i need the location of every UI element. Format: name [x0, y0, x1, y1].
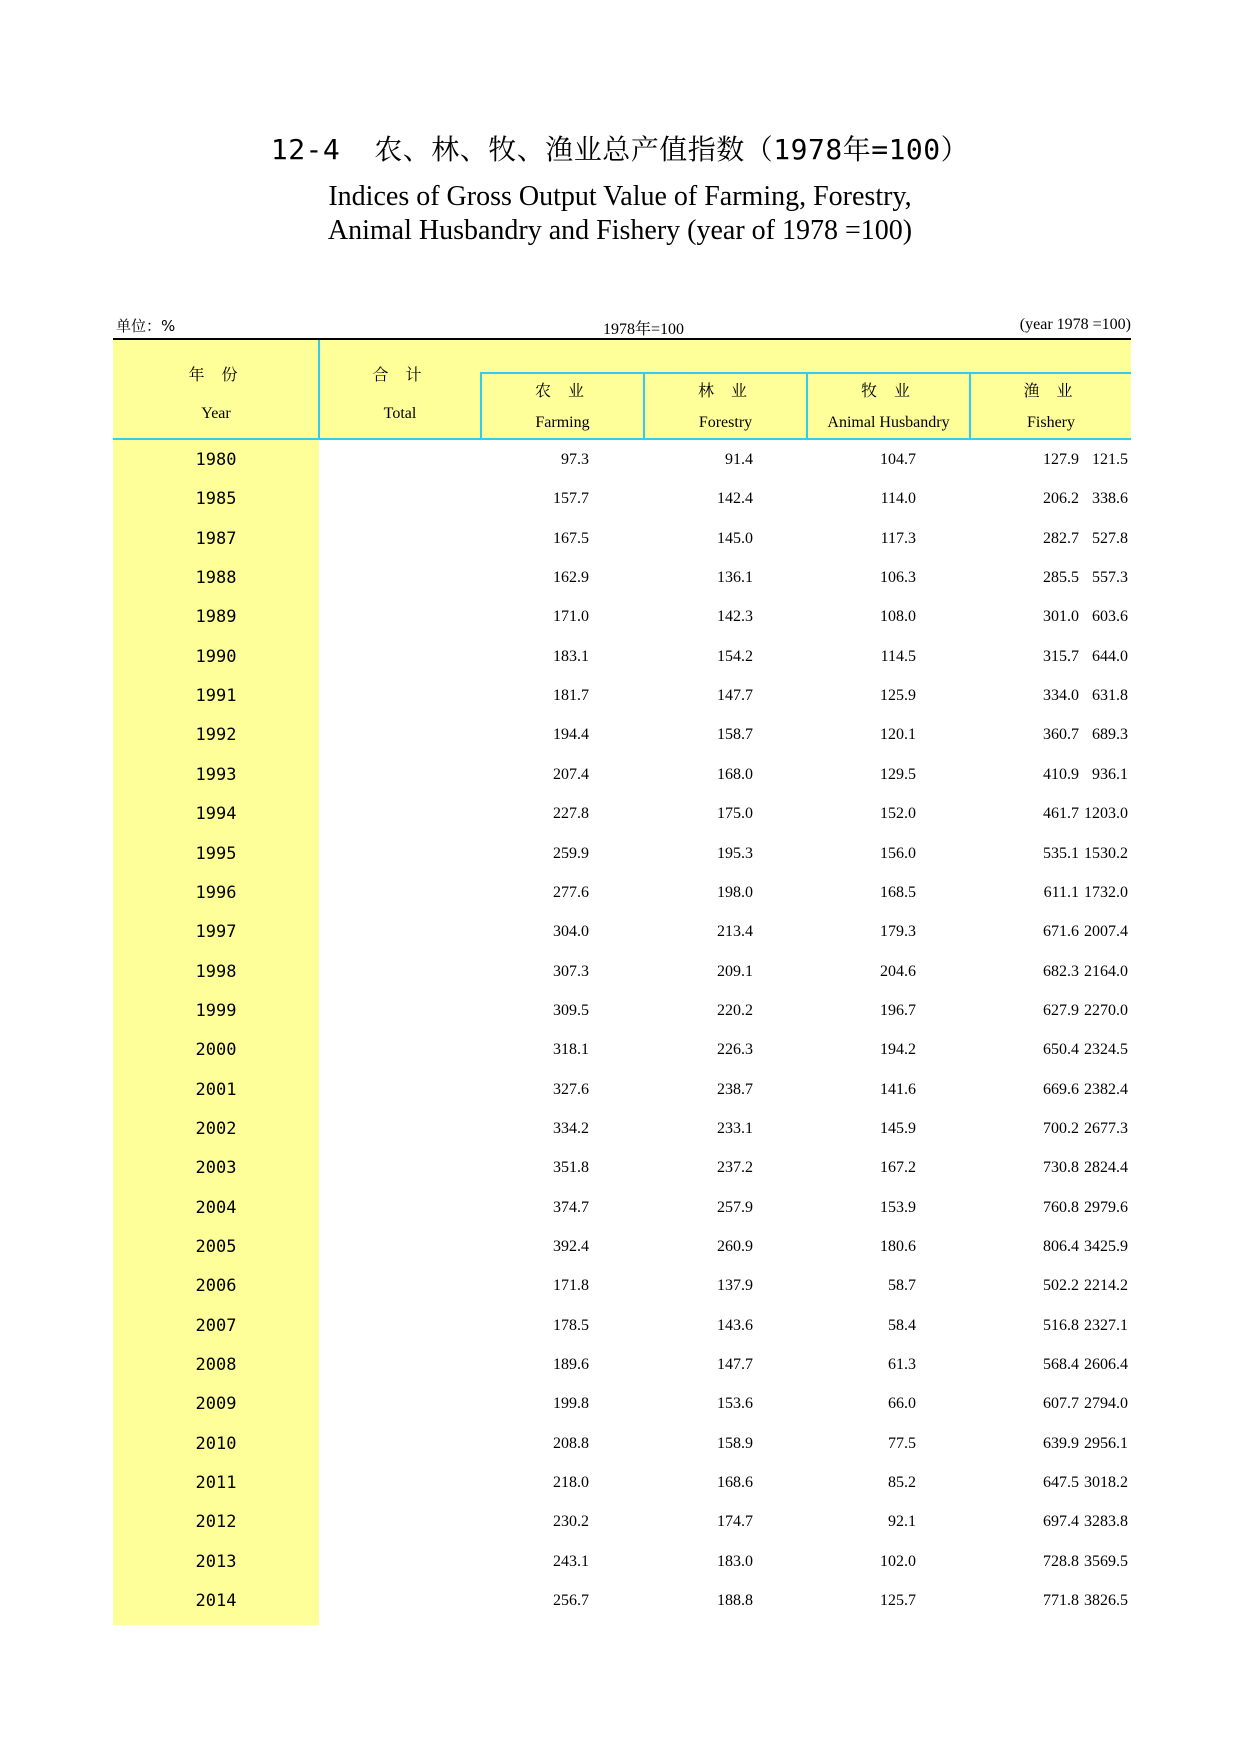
- animal-cell: 568.4: [1043, 1356, 1079, 1374]
- animal-cell: 285.5: [1043, 569, 1079, 587]
- forestry-cell: 145.9: [880, 1119, 916, 1137]
- fishery-cell: 2794.0: [1084, 1395, 1128, 1413]
- farming-cell: 220.2: [717, 1001, 753, 1019]
- animal-cell: 627.9: [1043, 1001, 1079, 1019]
- forestry-cell: 61.3: [888, 1356, 916, 1374]
- forestry-cell: 58.4: [888, 1316, 916, 1334]
- year-cell: 1988: [195, 568, 237, 589]
- forestry-cell: 167.2: [880, 1159, 916, 1177]
- table-row: [113, 1581, 1131, 1620]
- header-forestry-en: Forestry: [698, 414, 753, 431]
- animal-cell: 301.0: [1043, 608, 1079, 626]
- animal-cell: 461.7: [1043, 805, 1079, 823]
- table-row: [113, 558, 1131, 597]
- table-row: [113, 637, 1131, 676]
- year-cell: 2003: [195, 1158, 237, 1179]
- fishery-cell: 2270.0: [1084, 1001, 1128, 1019]
- fishery-cell: 1530.2: [1084, 844, 1128, 862]
- farming-cell: 195.3: [717, 844, 753, 862]
- animal-cell: 535.1: [1043, 844, 1079, 862]
- title-english-line2: Animal Husbandry and Fishery (year of 1978 =100): [327, 215, 913, 246]
- table-row: [113, 1502, 1131, 1541]
- table-row: [113, 1266, 1131, 1305]
- year-cell: 1999: [195, 1000, 237, 1021]
- table-row: [113, 1542, 1131, 1581]
- fishery-cell: 527.8: [1092, 529, 1128, 547]
- animal-cell: 669.6: [1043, 1080, 1079, 1098]
- fishery-cell: 2677.3: [1084, 1119, 1128, 1137]
- fishery-cell: 3425.9: [1084, 1238, 1128, 1255]
- header-farming-cn: 农 业: [534, 381, 591, 400]
- farming-cell: 188.8: [717, 1592, 753, 1610]
- total-cell: 183.1: [553, 647, 589, 665]
- animal-cell: 771.8: [1043, 1592, 1079, 1610]
- fishery-cell: 2164.0: [1084, 962, 1128, 980]
- farming-cell: 168.6: [717, 1474, 753, 1492]
- year-cell: 1996: [195, 882, 237, 903]
- animal-cell: 760.8: [1043, 1198, 1079, 1216]
- forestry-cell: 180.6: [880, 1238, 916, 1255]
- total-cell: 194.4: [553, 726, 589, 744]
- total-cell: 243.1: [553, 1552, 589, 1570]
- title-chinese-text: 农、林、牧、渔业总产值指数（1978年=100）: [374, 133, 970, 166]
- total-cell: 351.8: [553, 1159, 589, 1177]
- total-cell: 259.9: [553, 844, 589, 862]
- forestry-cell: 125.7: [880, 1592, 916, 1610]
- total-cell: 318.1: [553, 1041, 589, 1059]
- total-cell: 178.5: [553, 1316, 589, 1334]
- table-row: [113, 1463, 1131, 1502]
- forestry-cell: 152.0: [880, 805, 916, 823]
- fishery-cell: 2979.6: [1084, 1198, 1128, 1216]
- year-cell: 1992: [195, 725, 237, 746]
- fishery-cell: 3826.5: [1084, 1592, 1128, 1610]
- farming-cell: 154.2: [717, 647, 753, 665]
- fishery-cell: 121.5: [1092, 451, 1128, 468]
- total-cell: 167.5: [553, 529, 589, 547]
- forestry-cell: 194.2: [880, 1041, 916, 1059]
- total-cell: 162.9: [553, 569, 589, 587]
- forestry-cell: 196.7: [880, 1001, 916, 1019]
- year-cell: 2000: [195, 1040, 237, 1061]
- fishery-cell: 2824.4: [1084, 1159, 1128, 1177]
- forestry-cell: 114.0: [880, 490, 916, 508]
- forestry-cell: 125.9: [880, 687, 916, 705]
- table-row: [113, 1109, 1131, 1148]
- table-row: [113, 597, 1131, 636]
- fishery-cell: 2327.1: [1084, 1316, 1128, 1334]
- farming-cell: 174.7: [717, 1513, 753, 1531]
- farming-cell: 158.9: [717, 1434, 753, 1452]
- animal-cell: 647.5: [1043, 1474, 1079, 1492]
- total-cell: 171.8: [553, 1277, 589, 1295]
- animal-cell: 806.4: [1043, 1238, 1079, 1255]
- year-cell: 2012: [195, 1512, 237, 1533]
- table-row: [113, 519, 1131, 558]
- header-animal-husbandry: [808, 378, 969, 432]
- year-cell: 1997: [195, 922, 237, 943]
- forestry-cell: 92.1: [888, 1513, 916, 1531]
- total-cell: 392.4: [553, 1238, 589, 1255]
- farming-cell: 233.1: [717, 1119, 753, 1137]
- forestry-cell: 129.5: [880, 765, 916, 783]
- table-row: [113, 1345, 1131, 1384]
- animal-cell: 697.4: [1043, 1513, 1079, 1531]
- year-cell: 2014: [195, 1591, 237, 1612]
- header-year: [113, 362, 319, 423]
- total-cell: 304.0: [553, 923, 589, 941]
- forestry-cell: 58.7: [888, 1277, 916, 1295]
- total-cell: 334.2: [553, 1119, 589, 1137]
- header-farming: [482, 378, 643, 432]
- total-cell: 171.0: [553, 608, 589, 626]
- forestry-cell: 85.2: [888, 1474, 916, 1492]
- fishery-cell: 644.0: [1092, 647, 1128, 665]
- table-row: [113, 1070, 1131, 1109]
- header-fishery: [971, 378, 1131, 432]
- total-cell: 374.7: [553, 1198, 589, 1216]
- farming-cell: 153.6: [717, 1395, 753, 1413]
- total-cell: 157.7: [553, 490, 589, 508]
- forestry-cell: 106.3: [880, 569, 916, 587]
- fishery-cell: 631.8: [1092, 687, 1128, 705]
- year-cell: 1985: [195, 489, 237, 510]
- forestry-cell: 102.0: [880, 1552, 916, 1570]
- fishery-cell: 1732.0: [1084, 883, 1128, 901]
- table-row: [113, 991, 1131, 1030]
- fishery-cell: 2382.4: [1084, 1080, 1128, 1098]
- year-cell: 2006: [195, 1276, 237, 1297]
- header-forestry-cn: 林 业: [697, 381, 754, 400]
- forestry-cell: 104.7: [880, 451, 916, 468]
- forestry-cell: 77.5: [888, 1434, 916, 1452]
- table-row: [113, 1188, 1131, 1227]
- table-number: 12-4: [270, 133, 341, 166]
- base-year-label-english: (year 1978 =100): [1019, 316, 1131, 333]
- table-row: [113, 1306, 1131, 1345]
- farming-cell: 136.1: [717, 569, 753, 587]
- year-cell: 1990: [195, 646, 237, 667]
- forestry-cell: 156.0: [880, 844, 916, 862]
- farming-cell: 175.0: [717, 805, 753, 823]
- farming-cell: 260.9: [717, 1238, 753, 1255]
- total-cell: 256.7: [553, 1592, 589, 1610]
- year-cell: 2009: [195, 1394, 237, 1415]
- total-cell: 189.6: [553, 1356, 589, 1374]
- year-cell: 1993: [195, 764, 237, 785]
- year-cell: 1980: [195, 450, 237, 470]
- farming-cell: 142.3: [717, 608, 753, 626]
- header-fishery-en: Fishery: [1027, 414, 1075, 431]
- total-cell: 277.6: [553, 883, 589, 901]
- header-total-en: Total: [383, 405, 417, 422]
- total-cell: 208.8: [553, 1434, 589, 1452]
- table-row: [113, 912, 1131, 951]
- fishery-cell: 603.6: [1092, 608, 1128, 626]
- year-cell: 2013: [195, 1551, 237, 1572]
- table-row: [113, 1030, 1131, 1069]
- fishery-cell: 3018.2: [1084, 1474, 1128, 1492]
- fishery-cell: 936.1: [1092, 765, 1128, 783]
- total-cell: 307.3: [553, 962, 589, 980]
- year-cell: 2004: [195, 1197, 237, 1218]
- page-title-english: [0, 180, 1240, 248]
- farming-cell: 147.7: [717, 687, 753, 705]
- farming-cell: 145.0: [717, 529, 753, 547]
- header-fishery-cn: 渔 业: [1023, 381, 1079, 400]
- animal-cell: 682.3: [1043, 962, 1079, 980]
- forestry-cell: 108.0: [880, 608, 916, 626]
- total-cell: 230.2: [553, 1513, 589, 1531]
- table-row: [113, 873, 1131, 912]
- year-cell: 2010: [195, 1433, 237, 1454]
- year-cell: 2008: [195, 1355, 237, 1376]
- farming-cell: 168.0: [717, 765, 753, 783]
- year-cell: 2001: [195, 1079, 237, 1100]
- forestry-cell: 179.3: [880, 923, 916, 941]
- fishery-cell: 338.6: [1092, 490, 1128, 508]
- year-cell: 2002: [195, 1118, 237, 1139]
- total-cell: 181.7: [553, 687, 589, 705]
- header-farming-en: Farming: [535, 414, 590, 431]
- farming-cell: 142.4: [717, 490, 753, 508]
- year-cell: 1991: [195, 686, 237, 707]
- animal-cell: 700.2: [1043, 1119, 1079, 1137]
- header-animal-en: Animal Husbandry: [827, 414, 950, 431]
- fishery-cell: 1203.0: [1084, 805, 1128, 823]
- table-row: [113, 834, 1131, 873]
- animal-cell: 360.7: [1043, 726, 1079, 744]
- total-cell: 227.8: [553, 805, 589, 823]
- year-cell: 1998: [195, 961, 237, 982]
- fishery-cell: 2324.5: [1084, 1041, 1128, 1059]
- farming-cell: 237.2: [717, 1159, 753, 1177]
- fishery-cell: 689.3: [1092, 726, 1128, 744]
- farming-cell: 213.4: [717, 923, 753, 941]
- total-cell: 218.0: [553, 1474, 589, 1492]
- table-row: [113, 715, 1131, 754]
- farming-cell: 183.0: [717, 1552, 753, 1570]
- total-cell: 327.6: [553, 1080, 589, 1098]
- forestry-cell: 114.5: [880, 647, 916, 665]
- fishery-cell: 2007.4: [1084, 923, 1128, 941]
- total-cell: 97.3: [561, 451, 589, 468]
- total-cell: 207.4: [553, 765, 589, 783]
- farming-cell: 238.7: [717, 1080, 753, 1098]
- fishery-cell: 3283.8: [1084, 1513, 1128, 1531]
- forestry-cell: 66.0: [888, 1395, 916, 1413]
- table-row: [113, 479, 1131, 518]
- animal-cell: 671.6: [1043, 923, 1079, 941]
- unit-row: [113, 313, 1131, 339]
- fishery-cell: 2606.4: [1084, 1356, 1128, 1374]
- header-total-cn: 合 计: [372, 365, 428, 384]
- farming-cell: 137.9: [717, 1277, 753, 1295]
- animal-cell: 502.2: [1043, 1277, 1079, 1295]
- header-total: [320, 362, 480, 423]
- title-english-line1: Indices of Gross Output Value of Farming, Forestry,: [328, 181, 912, 212]
- header-animal-cn: 牧 业: [860, 381, 917, 400]
- farming-cell: 257.9: [717, 1198, 753, 1216]
- animal-cell: 650.4: [1043, 1041, 1079, 1059]
- table-row: [113, 1148, 1131, 1187]
- animal-cell: 639.9: [1043, 1434, 1079, 1452]
- animal-cell: 206.2: [1043, 490, 1079, 508]
- farming-cell: 143.6: [717, 1316, 753, 1334]
- farming-cell: 91.4: [725, 451, 753, 468]
- table-row: [113, 1227, 1131, 1266]
- table-row: [113, 952, 1131, 991]
- table-row: [113, 794, 1131, 833]
- unit-label: 单位：%: [116, 317, 176, 335]
- table-row: [113, 755, 1131, 794]
- farming-cell: 209.1: [717, 962, 753, 980]
- table-row: [113, 1384, 1131, 1423]
- forestry-cell: 141.6: [880, 1080, 916, 1098]
- header-year-cn: 年 份: [188, 365, 244, 384]
- animal-cell: 315.7: [1043, 647, 1079, 665]
- farming-cell: 158.7: [717, 726, 753, 744]
- fishery-cell: 3569.5: [1084, 1552, 1128, 1570]
- base-year-label: 1978年=100: [603, 321, 685, 338]
- forestry-cell: 153.9: [880, 1198, 916, 1216]
- total-cell: 309.5: [553, 1001, 589, 1019]
- year-cell: 1987: [195, 528, 237, 549]
- fishery-cell: 557.3: [1092, 569, 1128, 587]
- animal-cell: 611.1: [1043, 883, 1079, 901]
- year-cell: 2007: [195, 1315, 237, 1336]
- year-cell: 1995: [195, 843, 237, 864]
- farming-cell: 226.3: [717, 1041, 753, 1059]
- fishery-cell: 2956.1: [1084, 1434, 1128, 1452]
- animal-cell: 607.7: [1043, 1395, 1079, 1413]
- table-row: [113, 440, 1131, 479]
- farming-cell: 147.7: [717, 1356, 753, 1374]
- animal-cell: 728.8: [1043, 1552, 1079, 1570]
- animal-cell: 282.7: [1043, 529, 1079, 547]
- header-year-en: Year: [201, 405, 231, 422]
- animal-cell: 730.8: [1043, 1159, 1079, 1177]
- year-cell: 1994: [195, 804, 237, 825]
- header-forestry: [645, 378, 806, 432]
- page-title-chinese: [0, 128, 1240, 168]
- animal-cell: 127.9: [1043, 451, 1079, 468]
- year-cell: 2011: [195, 1473, 237, 1494]
- animal-cell: 516.8: [1043, 1316, 1079, 1334]
- farming-cell: 198.0: [717, 883, 753, 901]
- forestry-cell: 117.3: [880, 529, 916, 547]
- table-row: [113, 676, 1131, 715]
- table-row: [113, 1424, 1131, 1463]
- animal-cell: 334.0: [1043, 687, 1079, 705]
- year-cell: 1989: [195, 607, 237, 628]
- forestry-cell: 204.6: [880, 962, 916, 980]
- year-cell: 2005: [195, 1237, 237, 1257]
- forestry-cell: 168.5: [880, 883, 916, 901]
- animal-cell: 410.9: [1043, 765, 1079, 783]
- forestry-cell: 120.1: [880, 726, 916, 744]
- total-cell: 199.8: [553, 1395, 589, 1413]
- fishery-cell: 2214.2: [1084, 1277, 1128, 1295]
